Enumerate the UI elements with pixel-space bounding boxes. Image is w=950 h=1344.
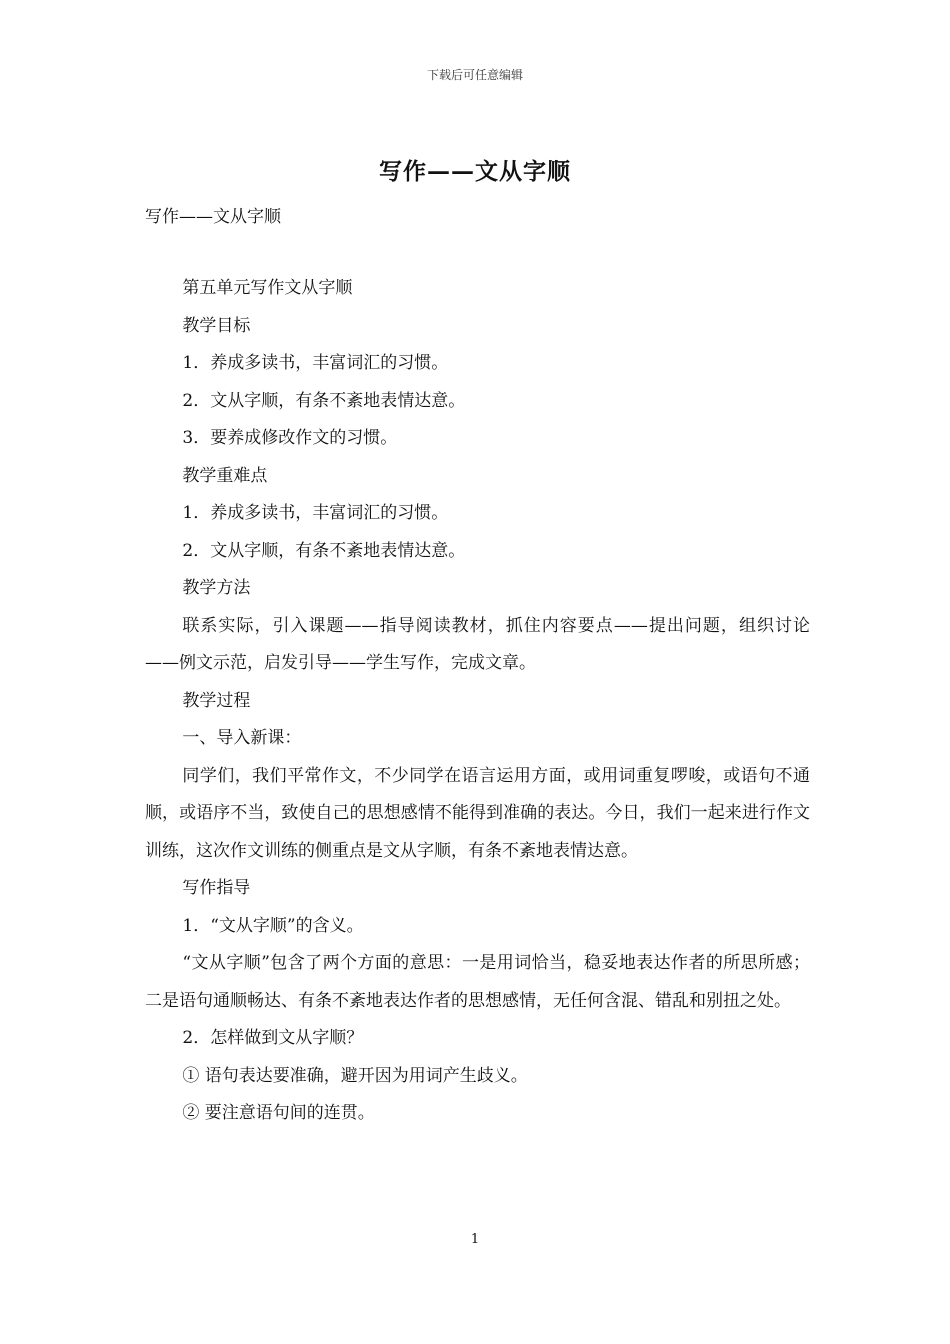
paragraph: 联系实际，引入课题——指导阅读教材，抓住内容要点——提出问题，组织讨论——例文示范，启发引导——学生写作，完成文章。 [145,615,810,673]
document-title: 写作——文从字顺 [379,158,571,185]
paragraph: 写作指导 [182,878,251,898]
paragraph: 2．文从字顺，有条不紊地表情达意。 [182,390,466,411]
page-number: 1 [470,1232,480,1247]
page-header-note: 下载后可任意编辑 [426,68,523,82]
paragraph: 同学们，我们平常作文，不少同学在语言运用方面，或用词重复啰唆，或语句不通顺，或语序不当，致使自己的思想感情不能得到准确的表达。今日，我们一起来进行作文训练，这次作文训练的侧重点是文从字顺，有条不紊地表情达意。 [145,765,810,861]
paragraph: ① 语句表达要准确，避开因为用词产生歧义。 [182,1065,528,1086]
document-subtitle: 写作——文从字顺 [145,207,281,227]
paragraph: 教学目标 [182,315,251,336]
paragraph: 教学重难点 [182,465,268,486]
paragraph: 3．要养成修改作文的习惯。 [182,428,398,448]
paragraph: 2．怎样做到文从字顺？ [182,1028,364,1048]
paragraph: 2．文从字顺，有条不紊地表情达意。 [182,540,466,561]
paragraph: 第五单元写作文从字顺 [182,278,353,298]
paragraph: ② 要注意语句间的连贯。 [182,1103,375,1123]
document-body [145,270,810,1133]
paragraph: 教学方法 [182,578,251,598]
paragraph: 1．养成多读书，丰富词汇的习惯。 [182,353,449,373]
paragraph: 教学过程 [182,690,251,711]
paragraph: 1．“文从字顺”的含义。 [182,915,364,936]
paragraph: 一、导入新课： [182,728,302,748]
paragraph: “文从字顺”包含了两个方面的意思：一是用词恰当，稳妥地表达作者的所思所感；二是语句通顺畅达、有条不紊地表达作者的思想感情，无任何含混、错乱和别扭之处。 [145,953,810,1011]
paragraph: 1．养成多读书，丰富词汇的习惯。 [182,503,449,523]
